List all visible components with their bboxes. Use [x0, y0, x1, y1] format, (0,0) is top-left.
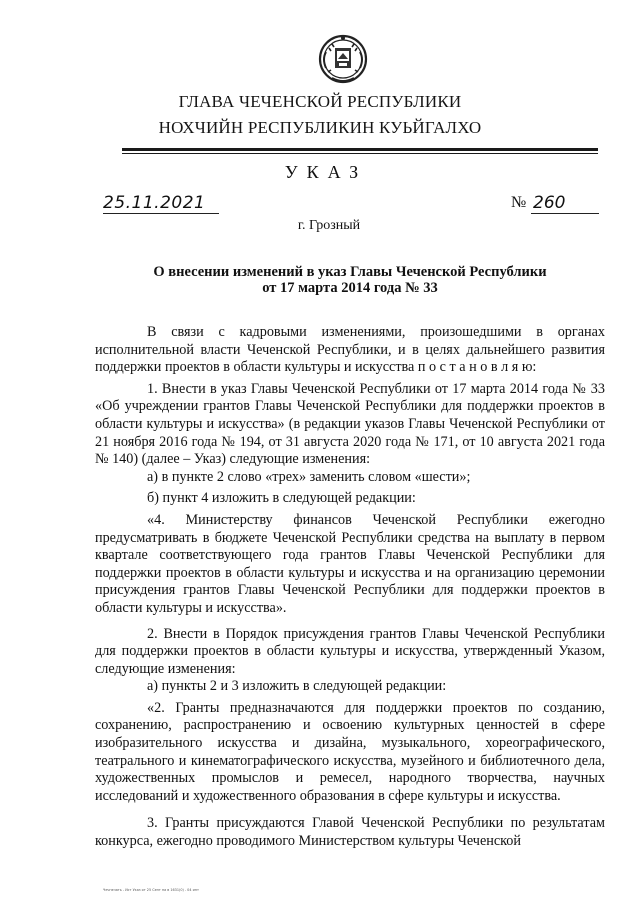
document-number: 260 — [531, 193, 599, 214]
header-rule-thick — [122, 148, 598, 151]
document-body — [95, 324, 605, 851]
organization-name-ru: ГЛАВА ЧЕЧЕНСКОЙ РЕСПУБЛИКИ — [178, 92, 462, 111]
paragraph-preamble: В связи с кадровыми изменениями, произошедшими в органах исполнительной власти Чеченской Республики, и в целях дальнейшего развития поддержки проектов в области культуры и искусства п о с т а н о в л я ю: — [95, 324, 605, 376]
document-title-line: О внесении изменений в указ Главы Чеченской Республики — [153, 264, 547, 280]
paragraph-item-2: 2. Внести в Порядок присуждения грантов Главы Чеченской Республики для поддержки проектов в области культуры и искусства, утвержденный Указом, следующие изменения: — [95, 625, 605, 677]
footer-print-mark: Чечпечать - Ист Указ от 25 Сент на в 1631(0) - 04 инт — [103, 888, 199, 892]
header-rule-thin — [122, 153, 598, 154]
document-title — [100, 264, 600, 296]
organization-name-ce: НОХЧИЙН РЕСПУБЛИКИН КУЬЙГАЛХО — [158, 118, 482, 137]
paragraph-item-1a: а) в пункте 2 слово «трех» заменить словом «шести»; — [147, 468, 471, 485]
paragraph-quote-2: «2. Гранты предназначаются для поддержки проектов по созданию, сохранению, распространению и освоению культурных ценностей в сфере изобразительного искусства и дизайна, музыкального, хореографического, театрального и кинематографического искусства, музейного и библиотечного дела, художественных промыслов и ремесел, народного творчества, научных исследований и художественного образования в сфере культуры и искусства. — [95, 699, 605, 804]
paragraph-quote-3: 3. Гранты присуждаются Главой Чеченской Республики по результатам конкурса, ежегодно проводимого Министерством культуры Чеченской — [95, 815, 605, 850]
document-type: УКАЗ — [284, 162, 368, 182]
document-date: 25.11.2021 — [103, 193, 219, 214]
document-number-label: № — [511, 194, 527, 211]
paragraph-quote-4: «4. Министерству финансов Чеченской Республики ежегодно предусматривать в бюджете Чеченской Республики средства на выплату в первом квартале соответствующего года грантов Главы Чеченской Республики для поддержки проектов в области культуры и искусства и на организацию церемонии присуждения грантов Главы Чеченской Республики для поддержки проектов в области культуры и искусства». — [95, 511, 605, 616]
paragraph-item-1b: б) пункт 4 изложить в следующей редакции: — [147, 490, 416, 507]
document-city: г. Грозный — [297, 218, 361, 233]
document-title-line: от 17 марта 2014 года № 33 — [262, 280, 438, 296]
paragraph-item-1: 1. Внести в указ Главы Чеченской Республики от 17 марта 2014 года № 33 «Об учреждении грантов Главы Чеченской Республики для поддержки проектов в области культуры и искусства» (в редакции указов Главы Чеченской Республики от 21 ноября 2016 года № 194, от 31 августа 2020 года № 171, от 10 августа 2021 года № 140) (далее – Указ) следующие изменения: — [95, 380, 605, 468]
paragraph-item-2a: а) пункты 2 и 3 изложить в следующей редакции: — [147, 678, 447, 695]
coat-of-arms-icon — [318, 34, 368, 88]
